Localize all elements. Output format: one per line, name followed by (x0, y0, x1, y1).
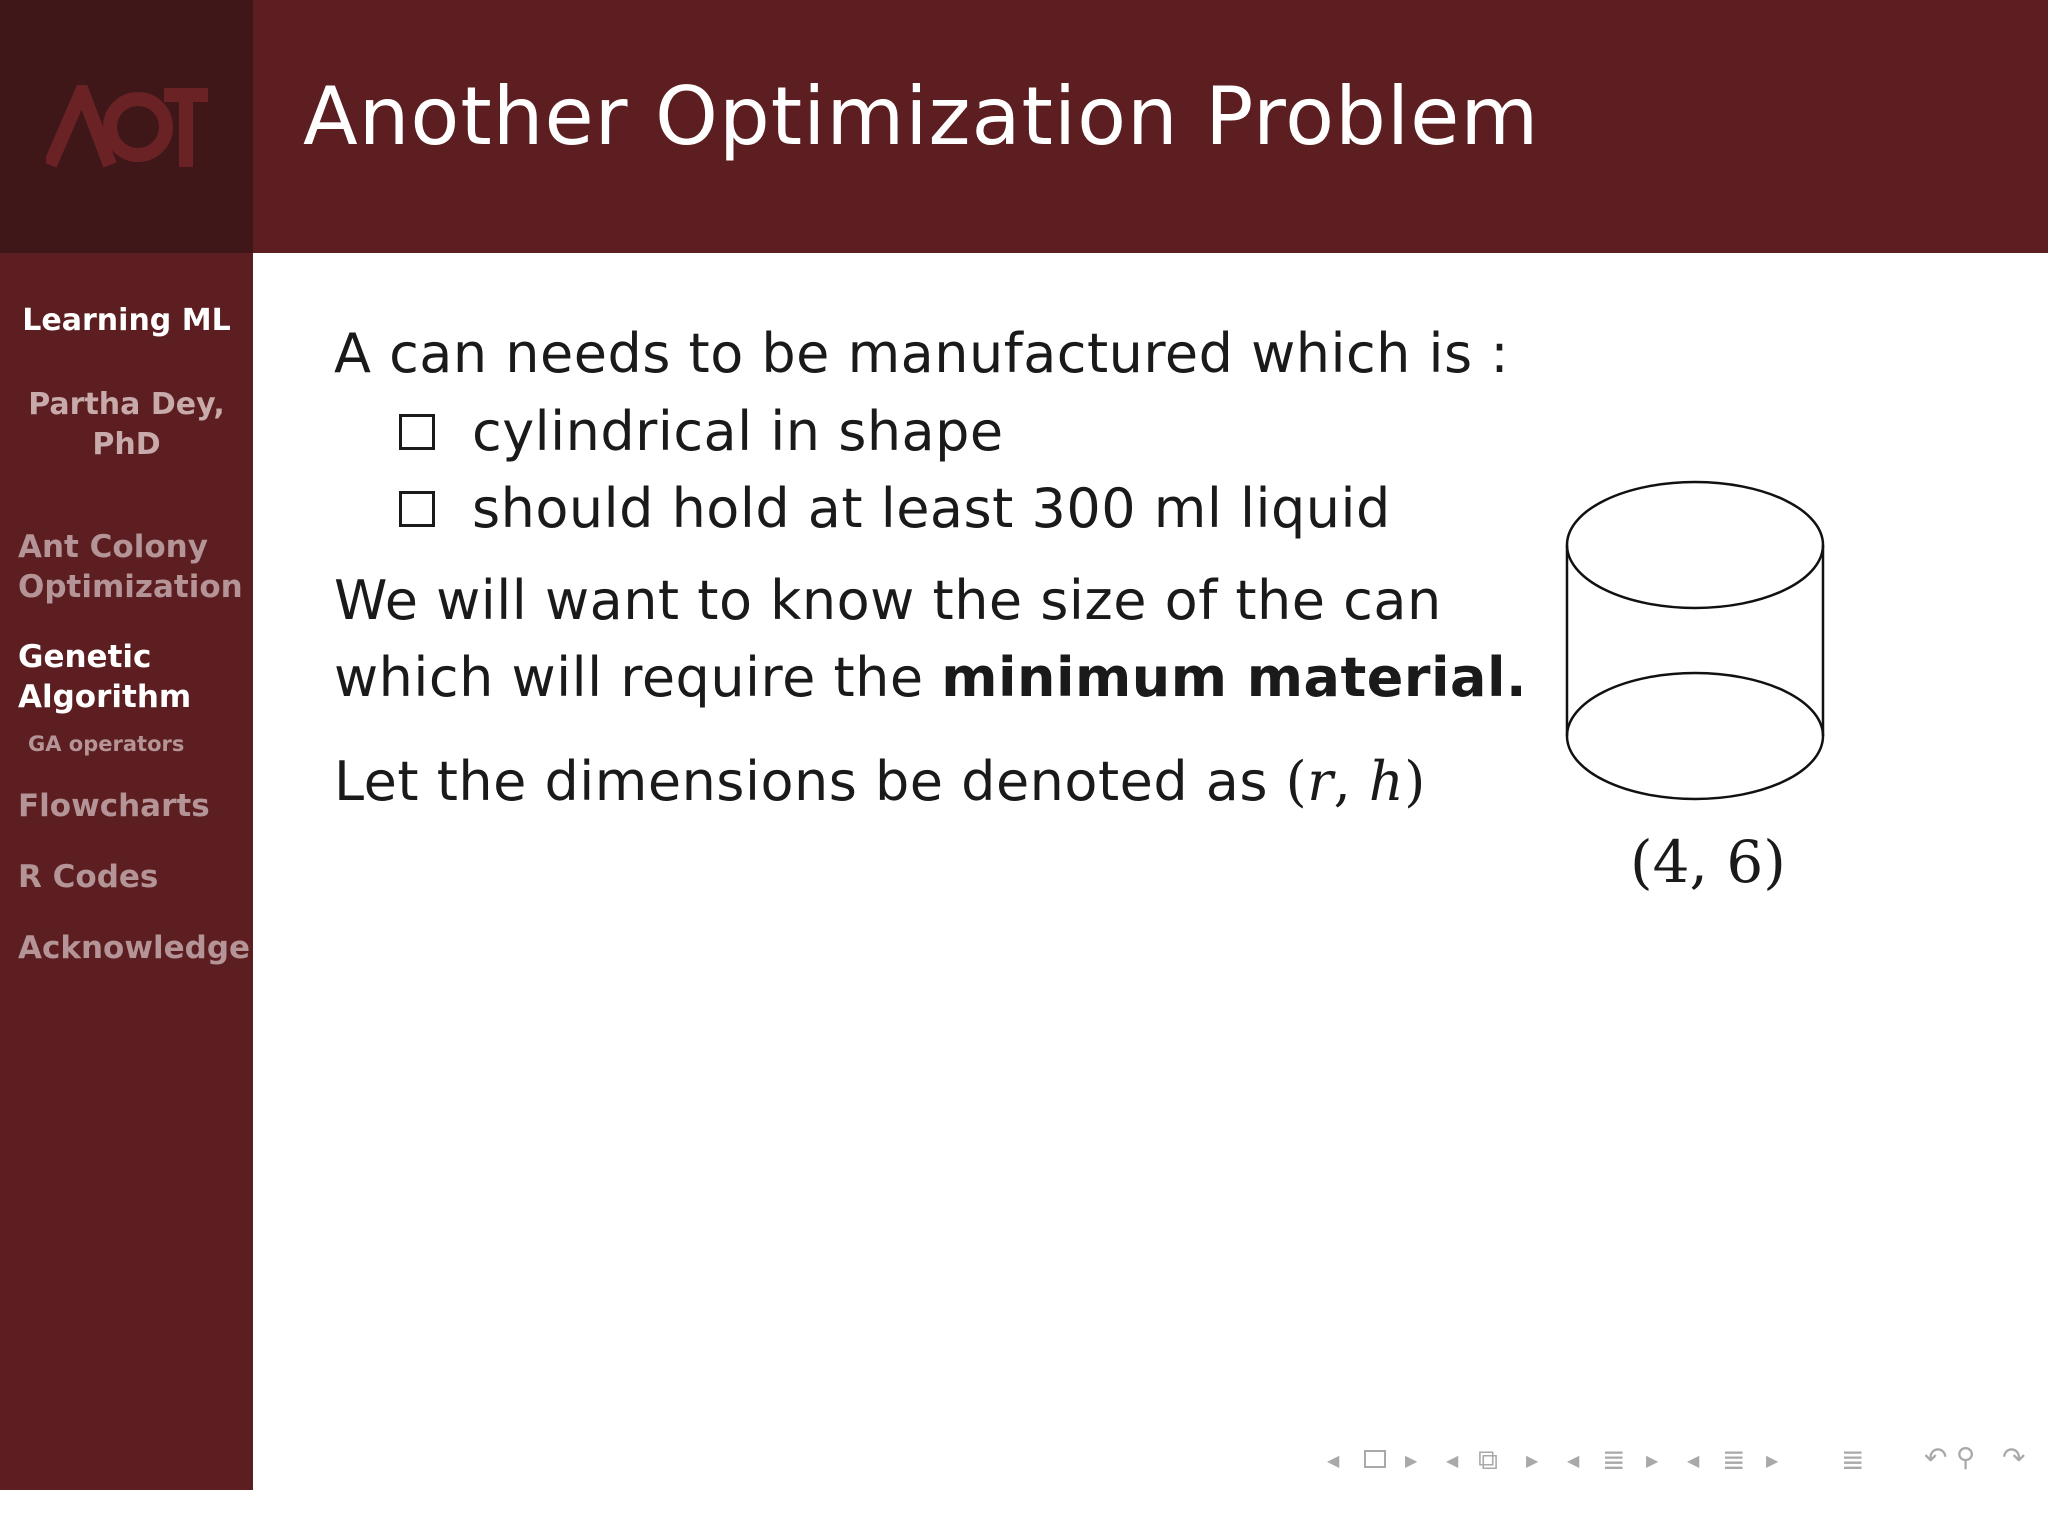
paragraph-line: We will want to know the size of the can (334, 569, 1442, 632)
paragraph-text: which will require the (334, 646, 942, 709)
checkbox-icon (399, 491, 435, 527)
sidebar-item-r-codes[interactable]: R Codes (18, 859, 159, 895)
dimensions-math: (r, h) (1285, 750, 1426, 813)
nav-subsection-icon[interactable]: ≣ (1602, 1443, 1626, 1476)
sidebar-item-label: Ant Colony (18, 529, 208, 565)
intro-text: A can needs to be manufactured which is : (334, 322, 1510, 385)
nav-back-icon[interactable]: ↶ (1924, 1441, 1948, 1474)
nav-toc-icon[interactable]: ≣ (1841, 1443, 1865, 1476)
cylinder-figure (1560, 478, 1830, 818)
math-h: h (1368, 750, 1405, 813)
slide-title: Another Optimization Problem (303, 70, 1540, 163)
logo-box (0, 0, 253, 253)
nav-prev-subsection-icon[interactable]: ◀ (1567, 1451, 1580, 1470)
checkbox-icon (399, 414, 435, 450)
logo-icon (46, 85, 210, 171)
sidebar-item-flowcharts[interactable]: Flowcharts (18, 788, 210, 824)
nav-prev-slide-icon[interactable]: ◀ (1327, 1451, 1340, 1470)
nav-section-icon[interactable]: ≣ (1722, 1443, 1746, 1476)
nav-search-icon[interactable]: ⚲ (1956, 1443, 1976, 1473)
paragraph-line (334, 646, 1527, 709)
sidebar-author[interactable] (0, 385, 253, 465)
sidebar-item-label: Algorithm (18, 679, 192, 715)
sidebar-item-genetic-algorithm[interactable] (18, 637, 191, 717)
bullet-item: should hold at least 300 ml liquid (472, 477, 1391, 540)
figure-label: (4, 6) (1630, 828, 1786, 896)
author-degree: PhD (92, 427, 161, 462)
sidebar-item-acknowledge[interactable]: Acknowledge (18, 930, 251, 966)
dimensions-line (334, 750, 1426, 813)
nav-prev-frame-icon[interactable]: ◀ (1446, 1451, 1459, 1470)
nav-next-section-icon[interactable]: ▶ (1766, 1451, 1779, 1470)
emphasis-text: minimum material. (941, 646, 1528, 709)
nav-prev-section-icon[interactable]: ◀ (1687, 1451, 1700, 1470)
slide-header (253, 0, 2048, 253)
sidebar-talk-title[interactable]: Learning ML (22, 303, 231, 338)
nav-slide-icon[interactable] (1364, 1450, 1386, 1468)
nav-next-frame-icon[interactable]: ▶ (1526, 1451, 1539, 1470)
nav-next-slide-icon[interactable]: ▶ (1405, 1451, 1418, 1470)
nav-frame-icon[interactable]: ⧉ (1478, 1443, 1498, 1476)
sidebar-subitem-ga-operators[interactable]: GA operators (28, 732, 185, 756)
sidebar-item-label: Genetic (18, 639, 152, 675)
nav-next-subsection-icon[interactable]: ▶ (1646, 1451, 1659, 1470)
nav-forward-icon[interactable]: ↷ (2002, 1441, 2026, 1474)
sidebar-item-ant-colony[interactable] (18, 527, 243, 607)
bullet-item: cylindrical in shape (472, 400, 1004, 463)
dimensions-text: Let the dimensions be denoted as (334, 750, 1286, 813)
sidebar-item-label: Optimization (18, 569, 243, 605)
math-r: r (1307, 750, 1334, 813)
author-name: Partha Dey, (28, 387, 225, 422)
sidebar (0, 253, 253, 1490)
